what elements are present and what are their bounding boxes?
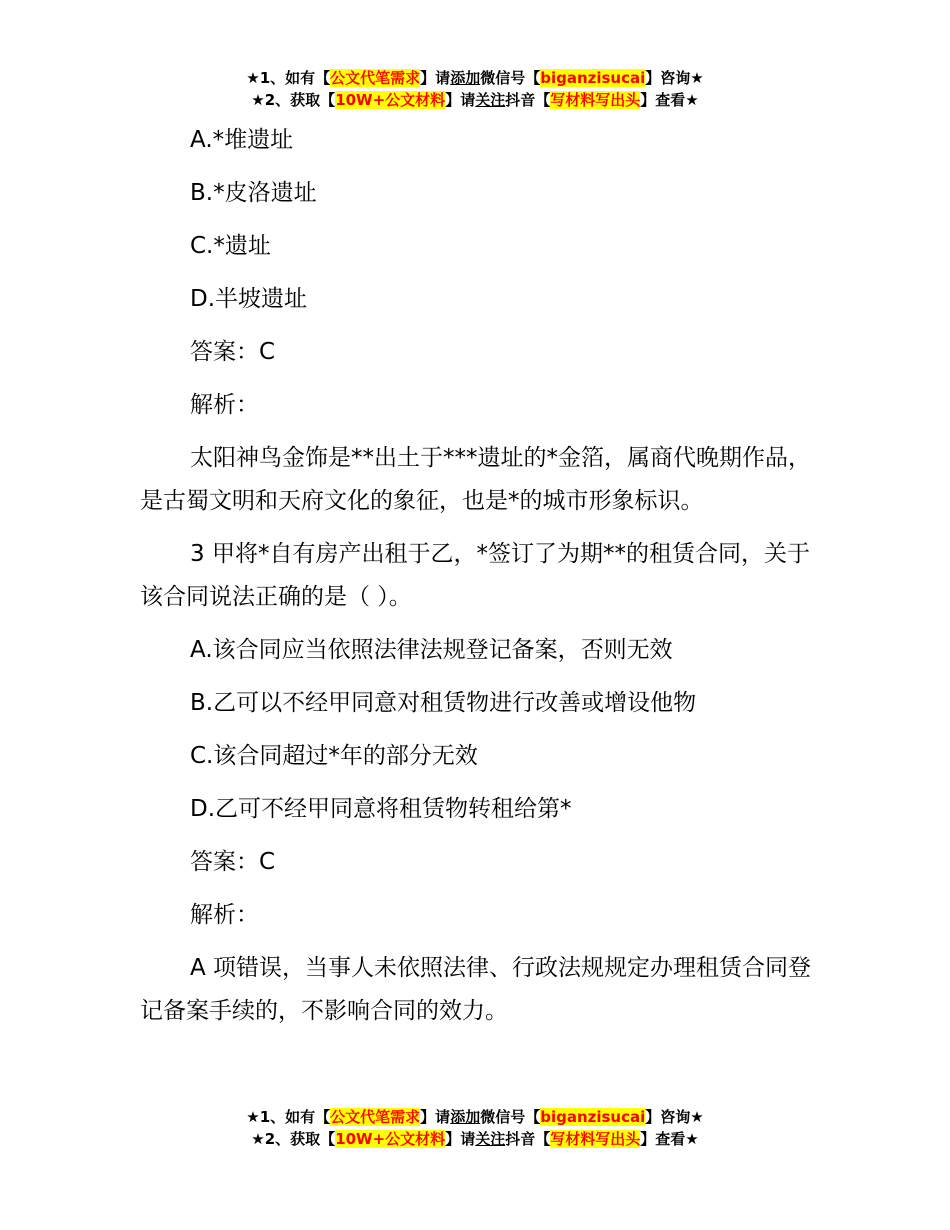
- banner-text: 】查看★: [640, 91, 699, 109]
- option-b: B.*皮洛遗址: [190, 180, 317, 206]
- banner-highlight: 公文代笔需求: [330, 69, 421, 87]
- banner-underline: 关注: [475, 1130, 506, 1148]
- option-a: A.*堆遗址: [190, 127, 294, 153]
- option-c: C.*遗址: [190, 233, 271, 259]
- banner-text: 】查看★: [640, 1130, 699, 1148]
- footer-banner: [0, 1106, 950, 1150]
- option-b: B.乙可以不经甲同意对租赁物进行改善或增设他物: [190, 690, 697, 716]
- banner-highlight: 10W+公文材料: [335, 1130, 446, 1148]
- analysis-text: 太阳神鸟金饰是**出土于***遗址的*金箔，属商代晚期作品，是古蜀文明和天府文化的象征，也是*的城市形象标识。: [140, 445, 811, 514]
- option-d: D.乙可不经甲同意将租赁物转租给第*: [190, 796, 572, 822]
- analysis-label: 解析：: [190, 902, 259, 928]
- document-body: [140, 119, 812, 1043]
- banner-highlight: 10W+公文材料: [335, 91, 446, 109]
- banner-line-1: [0, 67, 950, 89]
- banner-line-1: [0, 1106, 950, 1128]
- banner-text: ★2、获取【: [251, 91, 336, 109]
- banner-text: ★1、如有【: [246, 1108, 331, 1126]
- option-a: A.该合同应当依照法律法规登记备案，否则无效: [190, 637, 673, 663]
- banner-text: 】咨询★: [645, 69, 704, 87]
- banner-highlight: 写材料写出头: [550, 1130, 641, 1148]
- banner-text: 】请: [445, 1130, 476, 1148]
- answer: 答案：C: [190, 339, 276, 365]
- banner-highlight: 写材料写出头: [550, 91, 641, 109]
- banner-line-2: [0, 1128, 950, 1150]
- banner-underline: 添加: [450, 69, 481, 87]
- banner-highlight: biganzisucai: [540, 69, 646, 87]
- answer: 答案：C: [190, 849, 276, 875]
- banner-text: ★2、获取【: [251, 1130, 336, 1148]
- banner-text: 】咨询★: [645, 1108, 704, 1126]
- option-d: D.半坡遗址: [190, 286, 308, 312]
- banner-highlight: biganzisucai: [540, 1108, 646, 1126]
- banner-text: 】请: [420, 69, 451, 87]
- banner-text: 抖音【: [505, 1130, 551, 1148]
- analysis-text: A 项错误，当事人未依照法律、行政法规规定办理租赁合同登记备案手续的，不影响合同的效力。: [140, 955, 812, 1024]
- banner-text: ★1、如有【: [246, 69, 331, 87]
- banner-line-2: [0, 89, 950, 111]
- banner-highlight: 公文代笔需求: [330, 1108, 421, 1126]
- header-banner: [0, 67, 950, 111]
- question-3: 3 甲将*自有房产出租于乙，*签订了为期**的租赁合同，关于该合同说法正确的是（ ）。: [140, 541, 810, 610]
- option-c: C.该合同超过*年的部分无效: [190, 743, 478, 769]
- banner-text: 微信号【: [480, 69, 541, 87]
- banner-text: 抖音【: [505, 91, 551, 109]
- analysis-label: 解析：: [190, 392, 259, 418]
- banner-underline: 关注: [475, 91, 506, 109]
- banner-underline: 添加: [450, 1108, 481, 1126]
- banner-text: 微信号【: [480, 1108, 541, 1126]
- banner-text: 】请: [445, 91, 476, 109]
- banner-text: 】请: [420, 1108, 451, 1126]
